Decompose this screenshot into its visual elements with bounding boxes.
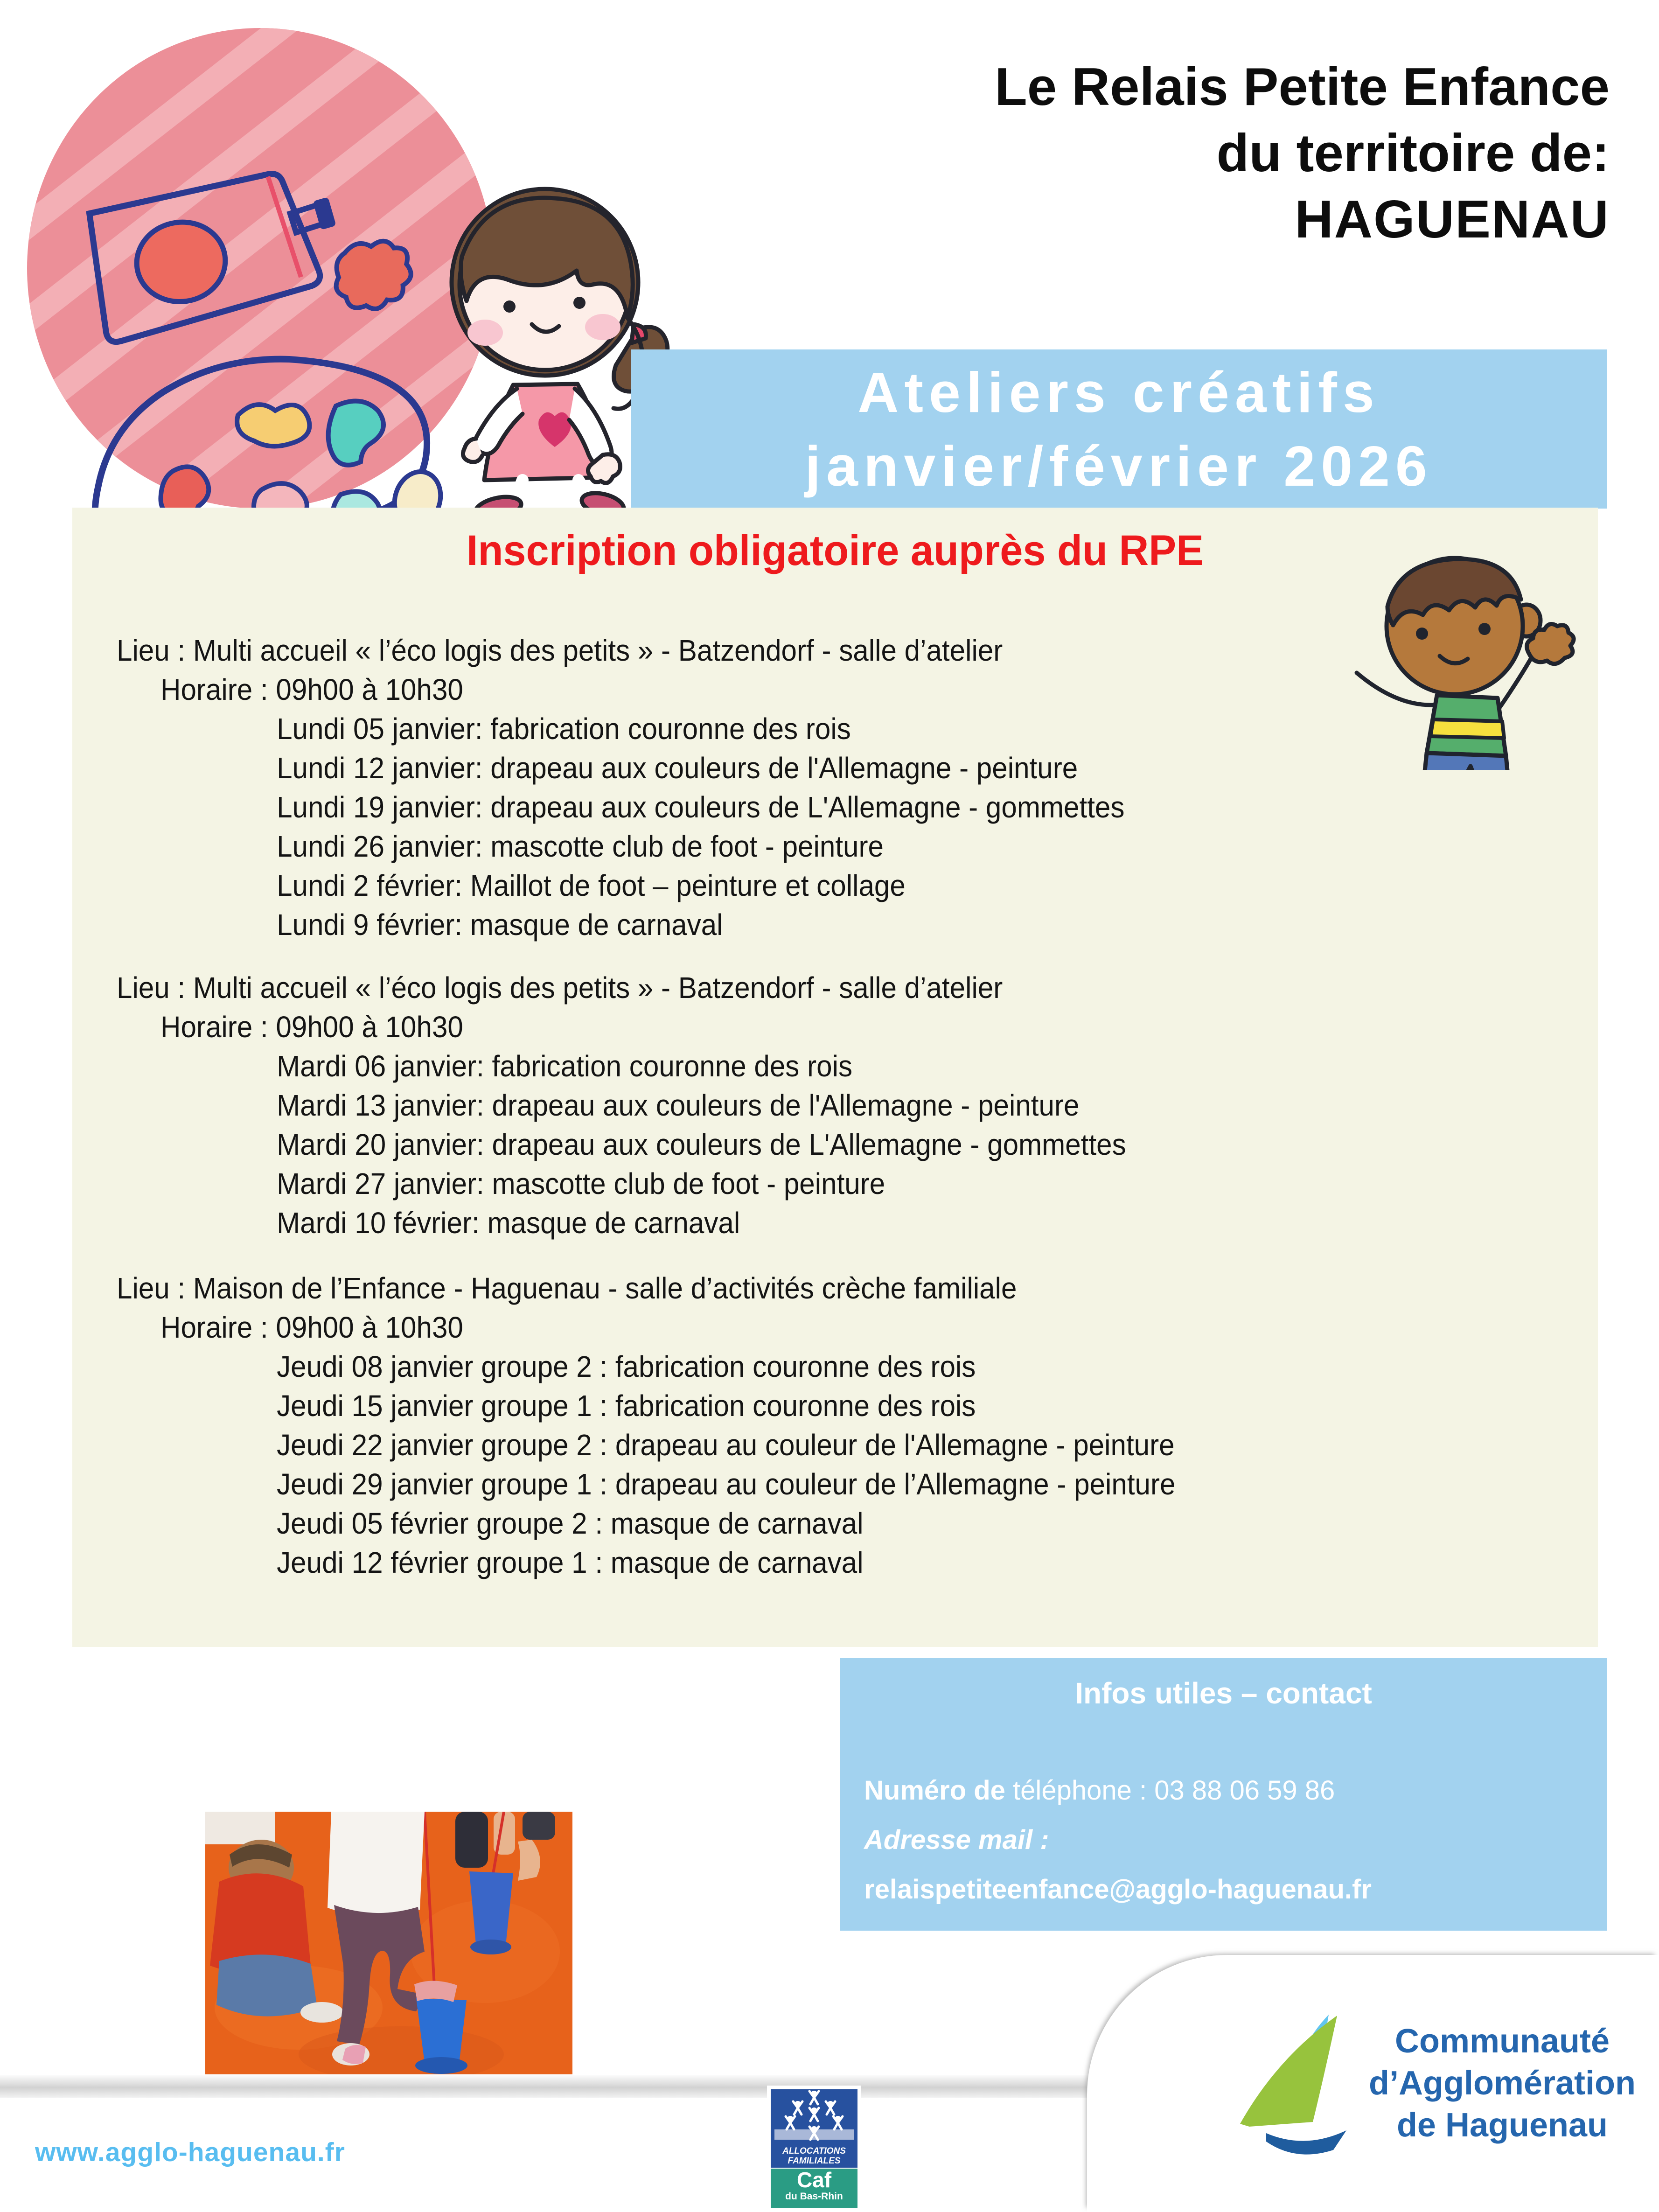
- phone-line: [864, 1775, 1335, 1806]
- cah-line-2: d’Agglomération: [1369, 2065, 1636, 2102]
- schedule-item: Jeudi 15 janvier groupe 1 : fabrication couronne des rois: [277, 1389, 976, 1423]
- schedule-item: Jeudi 29 janvier groupe 1 : drapeau au couleur de l’Allemagne - peinture: [277, 1467, 1176, 1501]
- schedule-block-thursday: [117, 1269, 1175, 1582]
- schedule-item: Mardi 20 janvier: drapeau aux couleurs de L'Allemagne - gommettes: [277, 1128, 1126, 1161]
- cah-line-1: Communauté: [1394, 2023, 1610, 2060]
- banner-line-1: Ateliers créatifs: [857, 360, 1380, 424]
- caf-logo-blue-block: [771, 2089, 857, 2168]
- phone-number: téléphone : 03 88 06 59 86: [1013, 1775, 1335, 1806]
- title-line-1: Le Relais Petite Enfance: [995, 57, 1610, 117]
- mail-label: Adresse mail :: [864, 1825, 1049, 1855]
- caf-text: [771, 2146, 857, 2166]
- title-line-3: HAGUENAU: [1295, 190, 1610, 249]
- contact-box: [840, 1658, 1607, 1931]
- schedule-item: Mardi 13 janvier: drapeau aux couleurs de l'Allemagne - peinture: [277, 1089, 1080, 1122]
- location-line: Lieu : Multi accueil « l’éco logis des petits » - Batzendorf - salle d’atelier: [117, 971, 1003, 1005]
- art-supplies-illustration: [19, 23, 509, 523]
- caf-region: du Bas-Rhin: [785, 2191, 843, 2202]
- schedule-item: Lundi 05 janvier: fabrication couronne des rois: [277, 712, 851, 746]
- caf-text-line1: ALLOCATIONS: [782, 2146, 846, 2156]
- schedule-item: Jeudi 12 février groupe 1 : masque de carnaval: [277, 1546, 864, 1579]
- hours-line: Horaire : 09h00 à 10h30: [160, 1010, 463, 1044]
- cah-logo-text: [1367, 2020, 1638, 2146]
- schedule-item: Lundi 2 février: Maillot de foot – peinture et collage: [277, 869, 906, 902]
- caf-logo: [771, 2089, 857, 2208]
- banner-line-2: janvier/février 2026: [805, 434, 1433, 498]
- schedule-item: Lundi 9 février: masque de carnaval: [277, 908, 723, 942]
- caf-logo-green-block: [771, 2169, 857, 2208]
- schedule-item: Lundi 12 janvier: drapeau aux couleurs de l'Allemagne - peinture: [277, 751, 1078, 785]
- contact-title: Infos utiles – contact: [1075, 1676, 1372, 1710]
- schedule-block-tuesday: [117, 968, 1126, 1242]
- phone-label: Numéro de: [864, 1775, 1013, 1806]
- schedule-item: Jeudi 22 janvier groupe 2 : drapeau au couleur de l'Allemagne - peinture: [277, 1428, 1175, 1462]
- schedule-item: Lundi 26 janvier: mascotte club de foot - peinture: [277, 830, 884, 863]
- caf-text-line2: FAMILIALES: [788, 2156, 841, 2166]
- website-url: www.agglo-haguenau.fr: [35, 2137, 345, 2167]
- caf-people-icon: [771, 2089, 857, 2144]
- schedule-item: Jeudi 05 février groupe 2 : masque de carnaval: [277, 1507, 864, 1540]
- caf-name: Caf: [796, 2168, 832, 2192]
- title-line-2: du territoire de:: [1216, 124, 1610, 183]
- location-line: Lieu : Multi accueil « l’éco logis des petits » - Batzendorf - salle d’atelier: [117, 634, 1003, 667]
- schedule-item: Jeudi 08 janvier groupe 2 : fabrication couronne des rois: [277, 1350, 976, 1383]
- hours-line: Horaire : 09h00 à 10h30: [160, 1311, 463, 1344]
- cah-sail-icon: [1221, 2002, 1366, 2170]
- children-activity-photo: [205, 1812, 572, 2074]
- schedule-block-monday: [117, 631, 1124, 944]
- cah-line-3: de Haguenau: [1396, 2107, 1608, 2144]
- hours-line: Horaire : 09h00 à 10h30: [160, 673, 463, 706]
- location-line: Lieu : Maison de l’Enfance - Haguenau - salle d’activités crèche familiale: [117, 1271, 1017, 1305]
- banner: [631, 349, 1607, 509]
- registration-notice: Inscription obligatoire auprès du RPE: [466, 527, 1204, 574]
- schedule-item: Lundi 19 janvier: drapeau aux couleurs de L'Allemagne - gommettes: [277, 790, 1125, 824]
- email-address: relaispetiteenfance@agglo-haguenau.fr: [864, 1874, 1372, 1905]
- boy-illustration: [1348, 555, 1591, 770]
- schedule-item: Mardi 10 février: masque de carnaval: [277, 1206, 740, 1240]
- page-title: [583, 54, 1610, 253]
- schedule-item: Mardi 06 janvier: fabrication couronne des rois: [277, 1049, 853, 1083]
- schedule-item: Mardi 27 janvier: mascotte club de foot - peinture: [277, 1167, 885, 1200]
